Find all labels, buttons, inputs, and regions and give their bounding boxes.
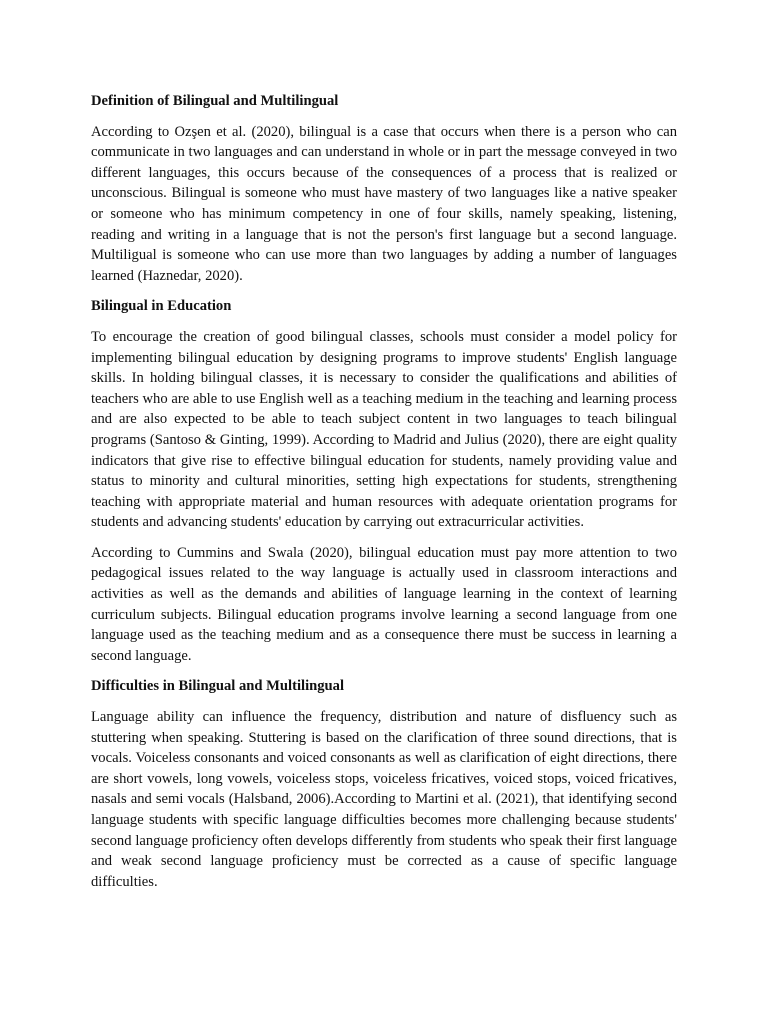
section-heading: Bilingual in Education [91,298,232,315]
paragraph: To encourage the creation of good bilingual classes, schools must consider a model policy for implementing bilingual education by designing programs to improve students' English language skills. In holding bilingual classes, it is necessary to consider the qualifications and abilities of teachers who are able to use English well as a teaching medium in the teaching and learning process and are also expected to be able to teach subject content in two languages to teach bilingual programs (Santoso & Ginting, 1999). According to Madrid and Julius (2020), there are eight quality indicators that give rise to effective bilingual education for students, namely providing value and status to minority and cultural minorities, setting high expectations for students, strengthening teaching with appropriate material and human resources with adequate orientation programs for students and advancing students' education by carrying out extracurricular activities. [91,328,677,531]
document-page [91,91,677,902]
paragraph: Language ability can influence the frequency, distribution and nature of disfluency such as stuttering when speaking. Stuttering is based on the clarification of three sound directions, that is vocals. Voiceless consonants and voiced consonants as well as clarification of eight directions, there are short vowels, long vowels, voiceless stops, voiceless fricatives, voiced stops, voiced fricatives, nasals and semi vocals (Halsband, 2006).According to Martini et al. (2021), that identifying second language students with specific language difficulties becomes more challenging because students' second language proficiency often develops differently from students who speak their first language and weak second language proficiency must be corrected as a cause of specific language difficulties. [91,709,677,890]
section-definition [91,91,677,286]
section-heading: Definition of Bilingual and Multilingual [91,93,339,109]
section-heading: Difficulties in Bilingual and Multilingual [91,678,345,695]
section-difficulties [91,676,677,892]
paragraph: According to Ozşen et al. (2020), bilingual is a case that occurs when there is a person who can communicate in two languages and can understand in whole or in part the message conveyed in two different languages, this occurs because of the consequences of a process that is realized or unconscious. Bilingual is someone who must have mastery of two languages like a native speaker or someone who has minimum competency in one of four skills, namely speaking, listening, reading and writing in a language that is not the person's first language but a second language. Multiligual is someone who can use more than two languages by adding a number of languages learned (Haznedar, 2020). [91,123,677,284]
section-bilingual-education [91,296,677,666]
paragraph: According to Cummins and Swala (2020), bilingual education must pay more attention to two pedagogical issues related to the way language is actually used in classroom interactions and activities as well as the demands and abilities of language learning in the context of learning curriculum subjects. Bilingual education programs involve learning a second language from one language used as the teaching medium and as a consequence there must be success in learning a second language. [91,544,677,664]
